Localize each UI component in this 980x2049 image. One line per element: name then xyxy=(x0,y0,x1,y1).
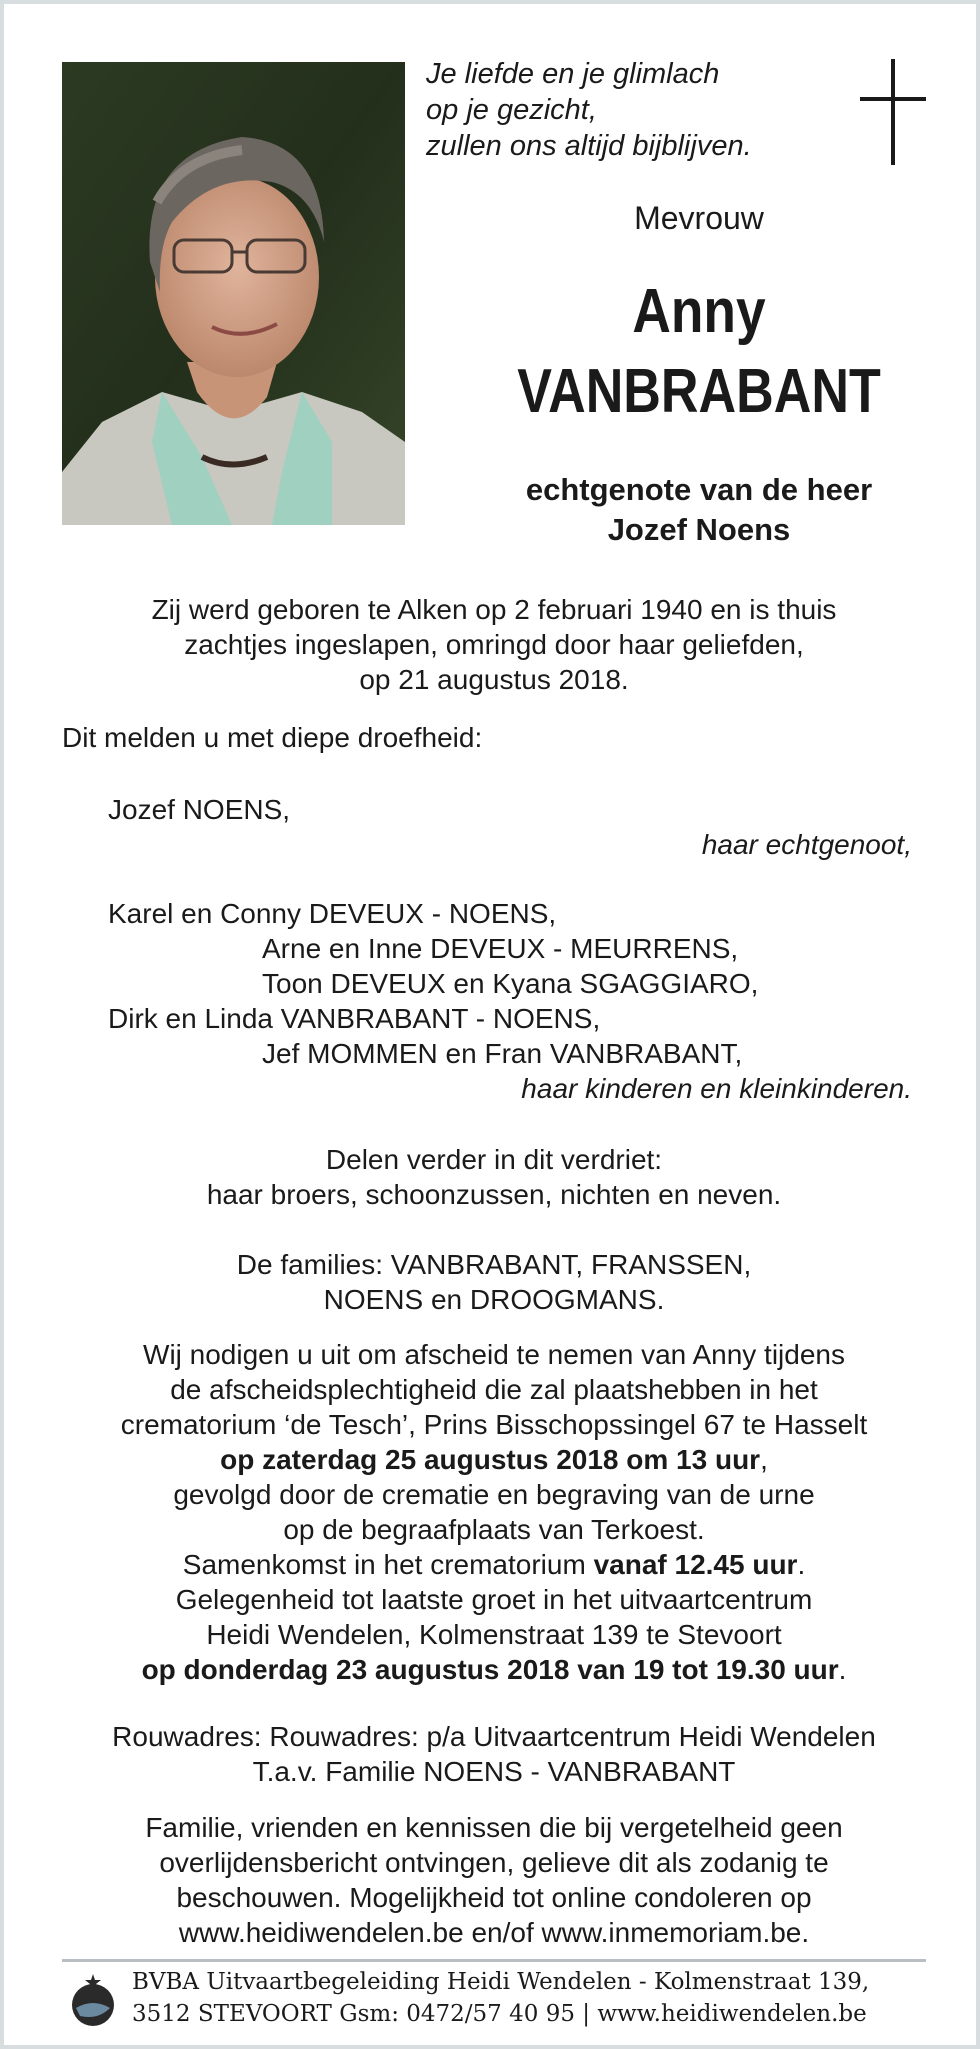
family-member: Jef MOMMEN en Fran VANBRABANT, xyxy=(262,1038,743,1069)
extended-family xyxy=(4,1142,980,1212)
meeting-time xyxy=(4,1547,980,1582)
families-line: NOENS en DROOGMANS. xyxy=(323,1284,665,1315)
funeral-home-logo-icon xyxy=(68,1972,118,2033)
visitation-bold: op donderdag 23 augustus 2018 van 19 tot 19.30 uur xyxy=(141,1654,839,1685)
ceremony-line: op de begraafplaats van Terkoest. xyxy=(283,1514,705,1545)
ceremony-date xyxy=(4,1442,980,1477)
children-relation: haar kinderen en kleinkinderen. xyxy=(521,1073,912,1104)
meeting-time-bold: vanaf 12.45 uur xyxy=(593,1549,798,1580)
ceremony-line: Heidi Wendelen, Kolmenstraat 139 te Stevoort xyxy=(206,1619,782,1650)
address-line: T.a.v. Familie NOENS - VANBRABANT xyxy=(252,1756,736,1787)
visitation-time xyxy=(4,1652,980,1687)
family-member: Toon DEVEUX en Kyana SGAGGIARO, xyxy=(262,968,759,999)
husband-relation: haar echtgenoot, xyxy=(701,829,912,860)
mourning-address xyxy=(4,1719,980,1789)
ceremony-date-suffix: , xyxy=(760,1444,768,1475)
ceremony-date-bold: op zaterdag 25 augustus 2018 om 13 uur xyxy=(220,1444,761,1475)
families xyxy=(4,1247,980,1317)
ceremony-line: Gelegenheid tot laatste groet in het uitvaartcentrum xyxy=(175,1584,813,1615)
ceremony-line: crematorium ‘de Tesch’, Prins Bisschopssingel 67 te Hasselt xyxy=(120,1409,868,1440)
last-name: VANBRABANT xyxy=(517,357,881,426)
notice-line: overlijdensbericht ontvingen, gelieve dit als zodanig te xyxy=(159,1847,829,1878)
spouse-info xyxy=(424,470,974,550)
poem-line: op je gezicht, xyxy=(426,94,597,126)
husband-name: Jozef NOENS, xyxy=(108,794,291,825)
spouse-name: Jozef Noens xyxy=(607,512,791,547)
memorial-poem xyxy=(426,56,752,164)
family-member: Dirk en Linda VANBRABANT - NOENS, xyxy=(108,1003,601,1034)
announcement-intro: Dit melden u met diepe droefheid: xyxy=(62,722,483,753)
family-member: Karel en Conny DEVEUX - NOENS, xyxy=(108,898,557,929)
poem-line: zullen ons altijd bijblijven. xyxy=(426,130,752,162)
address-line: Rouwadres: Rouwadres: p/a Uitvaartcentrum Heidi Wendelen xyxy=(112,1721,876,1752)
visitation-suffix: . xyxy=(838,1654,847,1685)
spouse-line: echtgenote van de heer xyxy=(525,472,873,507)
notice-line: beschouwen. Mogelijkheid tot online condoleren op xyxy=(176,1882,812,1913)
meeting-suffix: . xyxy=(797,1549,806,1580)
notice xyxy=(4,1810,980,1950)
cross-icon xyxy=(860,59,926,170)
footer-line: 3512 STEVOORT Gsm: 0472/57 40 95 | www.heidiwendelen.be xyxy=(132,2001,867,2027)
honorific: Mevrouw xyxy=(634,200,764,236)
first-name: Anny xyxy=(632,277,766,346)
portrait-photo xyxy=(62,62,405,525)
birth-line: Zij werd geboren te Alken op 2 februari 1940 en is thuis xyxy=(151,594,837,625)
birth-line: zachtjes ingeslapen, omringd door haar geliefden, xyxy=(184,629,804,660)
notice-line: Familie, vrienden en kennissen die bij vergetelheid geen xyxy=(145,1812,843,1843)
ceremony-line: de afscheidsplechtigheid die zal plaatshebben in het xyxy=(170,1374,818,1405)
poem-line: Je liefde en je glimlach xyxy=(426,58,720,90)
meeting-prefix: Samenkomst in het crematorium xyxy=(182,1549,594,1580)
footer-contact xyxy=(132,1966,869,2030)
footer-line: BVBA Uitvaartbegeleiding Heidi Wendelen - Kolmenstraat 139, xyxy=(132,1969,870,1995)
birth-line: op 21 augustus 2018. xyxy=(359,664,629,695)
share-line: Delen verder in dit verdriet: xyxy=(325,1144,663,1175)
footer-divider xyxy=(62,1959,926,1962)
notice-line: www.heidiwendelen.be en/of www.inmemoriam.be. xyxy=(178,1917,810,1948)
ceremony-line: gevolgd door de crematie en begraving van de urne xyxy=(173,1479,815,1510)
ceremony-info xyxy=(4,1337,980,1687)
families-line: De families: VANBRABANT, FRANSSEN, xyxy=(236,1249,752,1280)
family-member: Arne en Inne DEVEUX - MEURRENS, xyxy=(262,933,739,964)
share-line: haar broers, schoonzussen, nichten en neven. xyxy=(206,1179,782,1210)
birth-info xyxy=(4,592,980,697)
ceremony-line: Wij nodigen u uit om afscheid te nemen van Anny tijdens xyxy=(143,1339,845,1370)
